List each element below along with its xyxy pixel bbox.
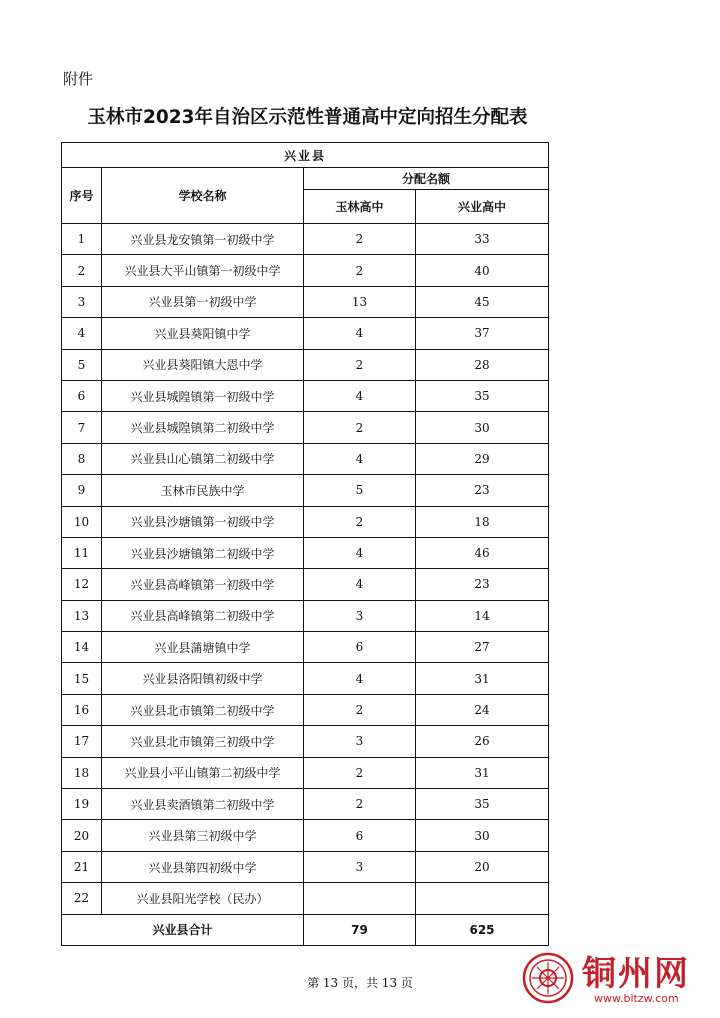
cell-school: 兴业县葵阳镇大恩中学 [102,349,304,380]
table-row [62,569,549,600]
cell-yulin: 2 [304,349,416,380]
cell-xingye: 26 [416,726,549,757]
cell-school: 兴业县沙塘镇第一初级中学 [102,506,304,537]
cell-yulin: 13 [304,286,416,317]
cell-yulin: 4 [304,318,416,349]
cell-xingye: 35 [416,380,549,411]
cell-seq: 1 [62,224,102,255]
cell-seq: 4 [62,318,102,349]
cell-xingye: 46 [416,537,549,568]
cell-xingye: 18 [416,506,549,537]
cell-yulin: 2 [304,694,416,725]
cell-seq: 17 [62,726,102,757]
cell-school: 兴业县洛阳镇初级中学 [102,663,304,694]
cell-yulin: 2 [304,224,416,255]
watermark-url: www.bltzw.com [594,992,679,1005]
table-row [62,506,549,537]
cell-seq: 20 [62,820,102,851]
cell-school: 兴业县山心镇第二初级中学 [102,443,304,474]
cell-yulin: 2 [304,789,416,820]
cell-seq: 22 [62,883,102,914]
table-row [62,286,549,317]
cell-xingye [416,883,549,914]
cell-school: 兴业县沙塘镇第二初级中学 [102,537,304,568]
cell-yulin: 2 [304,412,416,443]
cell-school: 兴业县高峰镇第二初级中学 [102,600,304,631]
cell-seq: 7 [62,412,102,443]
cell-xingye: 23 [416,475,549,506]
header-yulin: 玉林高中 [304,190,416,224]
cell-seq: 12 [62,569,102,600]
cell-xingye: 24 [416,694,549,725]
cell-seq: 6 [62,380,102,411]
cell-school: 兴业县龙安镇第一初级中学 [102,224,304,255]
cell-school: 兴业县大平山镇第一初级中学 [102,255,304,286]
table-row [62,537,549,568]
cell-seq: 18 [62,757,102,788]
cell-seq: 9 [62,475,102,506]
cell-school: 兴业县北市镇第三初级中学 [102,726,304,757]
attachment-label: 附件 [63,70,94,88]
table-row [62,380,549,411]
cell-seq: 11 [62,537,102,568]
cell-xingye: 35 [416,789,549,820]
total-xingye: 625 [416,914,549,945]
table-row [62,600,549,631]
cell-yulin: 2 [304,255,416,286]
allocation-table [61,142,549,946]
cell-school: 兴业县城隍镇第一初级中学 [102,380,304,411]
county-heading: 兴业县 [62,143,549,168]
cell-school: 兴业县卖酒镇第二初级中学 [102,789,304,820]
header-school: 学校名称 [102,168,304,224]
table-row [62,789,549,820]
page-number: 第 13 页，共 13 页 [307,976,413,990]
cell-yulin: 4 [304,663,416,694]
cell-yulin: 2 [304,506,416,537]
watermark [520,946,716,1010]
cell-xingye: 37 [416,318,549,349]
table-row [62,349,549,380]
cell-yulin: 3 [304,851,416,882]
cell-xingye: 23 [416,569,549,600]
cell-yulin: 6 [304,632,416,663]
cell-school: 玉林市民族中学 [102,475,304,506]
cell-yulin: 4 [304,569,416,600]
table-row [62,726,549,757]
header-seq: 序号 [62,168,102,224]
cell-yulin: 6 [304,820,416,851]
table-row [62,443,549,474]
watermark-text: 铜州网 [582,954,690,994]
table-row [62,883,549,914]
cell-yulin [304,883,416,914]
table-row [62,318,549,349]
document-title: 玉林市2023年自治区示范性普通高中定向招生分配表 [87,107,528,128]
table-row [62,632,549,663]
cell-xingye: 14 [416,600,549,631]
table-row [62,757,549,788]
header-xingye: 兴业高中 [416,190,549,224]
cell-school: 兴业县第三初级中学 [102,820,304,851]
table-row [62,224,549,255]
cell-school: 兴业县葵阳镇中学 [102,318,304,349]
cell-school: 兴业县小平山镇第二初级中学 [102,757,304,788]
cell-xingye: 30 [416,412,549,443]
cell-xingye: 31 [416,663,549,694]
cell-seq: 2 [62,255,102,286]
cell-seq: 13 [62,600,102,631]
cell-yulin: 3 [304,726,416,757]
total-row [62,914,549,945]
cell-school: 兴业县蒲塘镇中学 [102,632,304,663]
cell-seq: 5 [62,349,102,380]
watermark-logo-icon [522,952,574,1004]
cell-seq: 21 [62,851,102,882]
table-row [62,255,549,286]
cell-yulin: 4 [304,443,416,474]
cell-seq: 15 [62,663,102,694]
cell-school: 兴业县北市镇第二初级中学 [102,694,304,725]
cell-seq: 14 [62,632,102,663]
table-row [62,694,549,725]
cell-yulin: 5 [304,475,416,506]
cell-yulin: 3 [304,600,416,631]
cell-seq: 10 [62,506,102,537]
cell-xingye: 28 [416,349,549,380]
cell-school: 兴业县城隍镇第二初级中学 [102,412,304,443]
header-allocation: 分配名额 [304,168,549,190]
cell-xingye: 30 [416,820,549,851]
cell-xingye: 20 [416,851,549,882]
cell-yulin: 4 [304,537,416,568]
cell-xingye: 40 [416,255,549,286]
cell-school: 兴业县高峰镇第一初级中学 [102,569,304,600]
cell-school: 兴业县阳光学校（民办） [102,883,304,914]
table-row [62,820,549,851]
cell-xingye: 33 [416,224,549,255]
cell-school: 兴业县第四初级中学 [102,851,304,882]
cell-seq: 19 [62,789,102,820]
cell-yulin: 2 [304,757,416,788]
cell-school: 兴业县第一初级中学 [102,286,304,317]
cell-seq: 8 [62,443,102,474]
cell-xingye: 29 [416,443,549,474]
table-row [62,475,549,506]
table-row [62,663,549,694]
table-row [62,851,549,882]
cell-seq: 3 [62,286,102,317]
cell-xingye: 45 [416,286,549,317]
cell-yulin: 4 [304,380,416,411]
cell-xingye: 31 [416,757,549,788]
total-yulin: 79 [304,914,416,945]
cell-seq: 16 [62,694,102,725]
cell-xingye: 27 [416,632,549,663]
table-row [62,412,549,443]
total-label: 兴业县合计 [62,914,304,945]
